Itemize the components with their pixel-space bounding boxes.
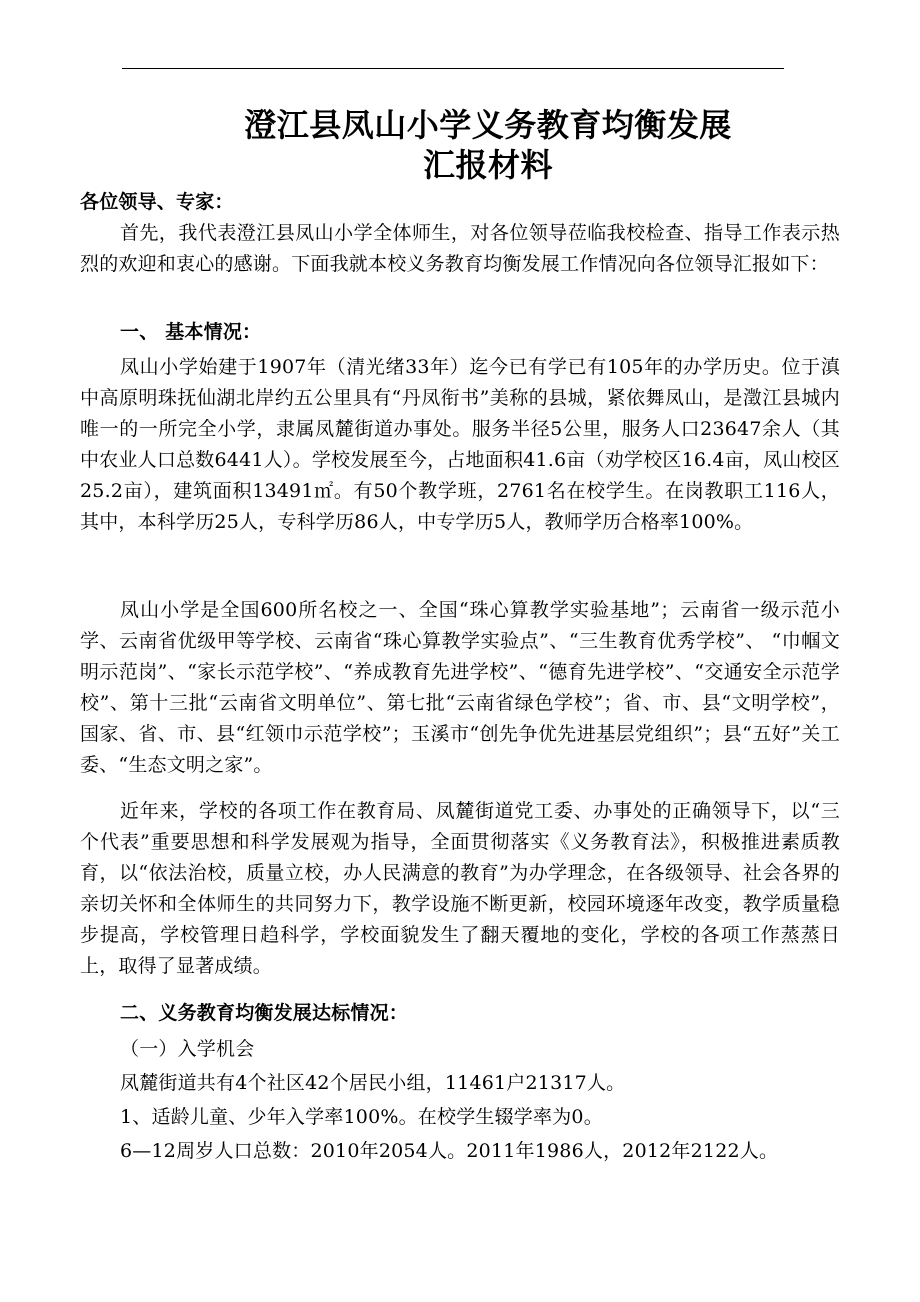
section2-heading: 二、义务教育均衡发展达标情况：	[120, 1002, 409, 1024]
section2-paragraph-2: 1、适龄儿童、少年入学率100%。在校学生辍学率为0。	[120, 1106, 603, 1128]
header-rule	[122, 68, 784, 69]
section1-heading: 一、 基本情况：	[120, 321, 262, 343]
document-title-line2: 汇报材料	[422, 146, 553, 184]
section1-paragraph-1: 凤山小学始建于1907年（清光绪33年）迄今已有学已有105年的办学历史。位于滇中高原明珠抚仙湖北岸约五公里具有“丹凤衔书”美称的县城，紧依舞凤山，是澂江县城内唯一的一所完全小学，隶属凤麓街道办事处。服务半径5公里，服务人口23647余人（其中农业人口总数6441人）。学校发展至今，占地面积41.6亩（劝学校区16.4亩，凤山校区25.2亩），建筑面积13491㎡。有50个教学班，2761名在校学生。在岗教职工116人，其中，本科学历25人，专科学历86人，中专学历5人，教师学历合格率100%。	[80, 356, 840, 533]
section2-paragraph-3: 6—12周岁人口总数：2010年2054人。2011年1986人，2012年2122人。	[120, 1140, 779, 1162]
section2-paragraph-1: 凤麓街道共有4个社区42个居民小组，11461户21317人。	[120, 1072, 626, 1094]
intro-paragraph: 首先，我代表澄江县凤山小学全体师生，对各位领导莅临我校检查、指导工作表示热烈的欢迎和衷心的感谢。下面我就本校义务教育均衡发展工作情况向各位领导汇报如下：	[80, 222, 840, 275]
section1-paragraph-3: 近年来，学校的各项工作在教育局、凤麓街道党工委、办事处的正确领导下，以“三个代表”重要思想和科学发展观为指导，全面贯彻落实《义务教育法》，积极推进素质教育，以“依法治校，质量立校，办人民满意的教育”为办学理念，在各级领导、社会各界的亲切关怀和全体师生的共同努力下，教学设施不断更新，校园环境逐年改变，教学质量稳步提高，学校管理日趋科学，学校面貌发生了翻天覆地的变化，学校的各项工作蒸蒸日上，取得了显著成绩。	[80, 800, 840, 977]
section2-subheading-1: （一）入学机会	[120, 1038, 255, 1060]
greeting: 各位领导、专家：	[80, 191, 234, 213]
document-title-line1: 澄江县凤山小学义务教育均衡发展	[244, 106, 732, 144]
section1-paragraph-2: 凤山小学是全国600所名校之一、全国“珠心算教学实验基地”；云南省一级示范小学、云南省优级甲等学校、云南省“珠心算教学实验点”、“三生教育优秀学校”、 “巾帼文明示范岗”、“家长示范学校”、“养成教育先进学校”、“德育先进学校”、“交通安全示范学校”、第十三批“云南省文明单位”、第七批“云南省绿色学校”；省、市、县“文明学校”，国家、省、市、县“红领巾示范学校”；玉溪市“创先争优先进基层党组织”；县“五好”关工委、“生态文明之家”。	[80, 599, 840, 776]
